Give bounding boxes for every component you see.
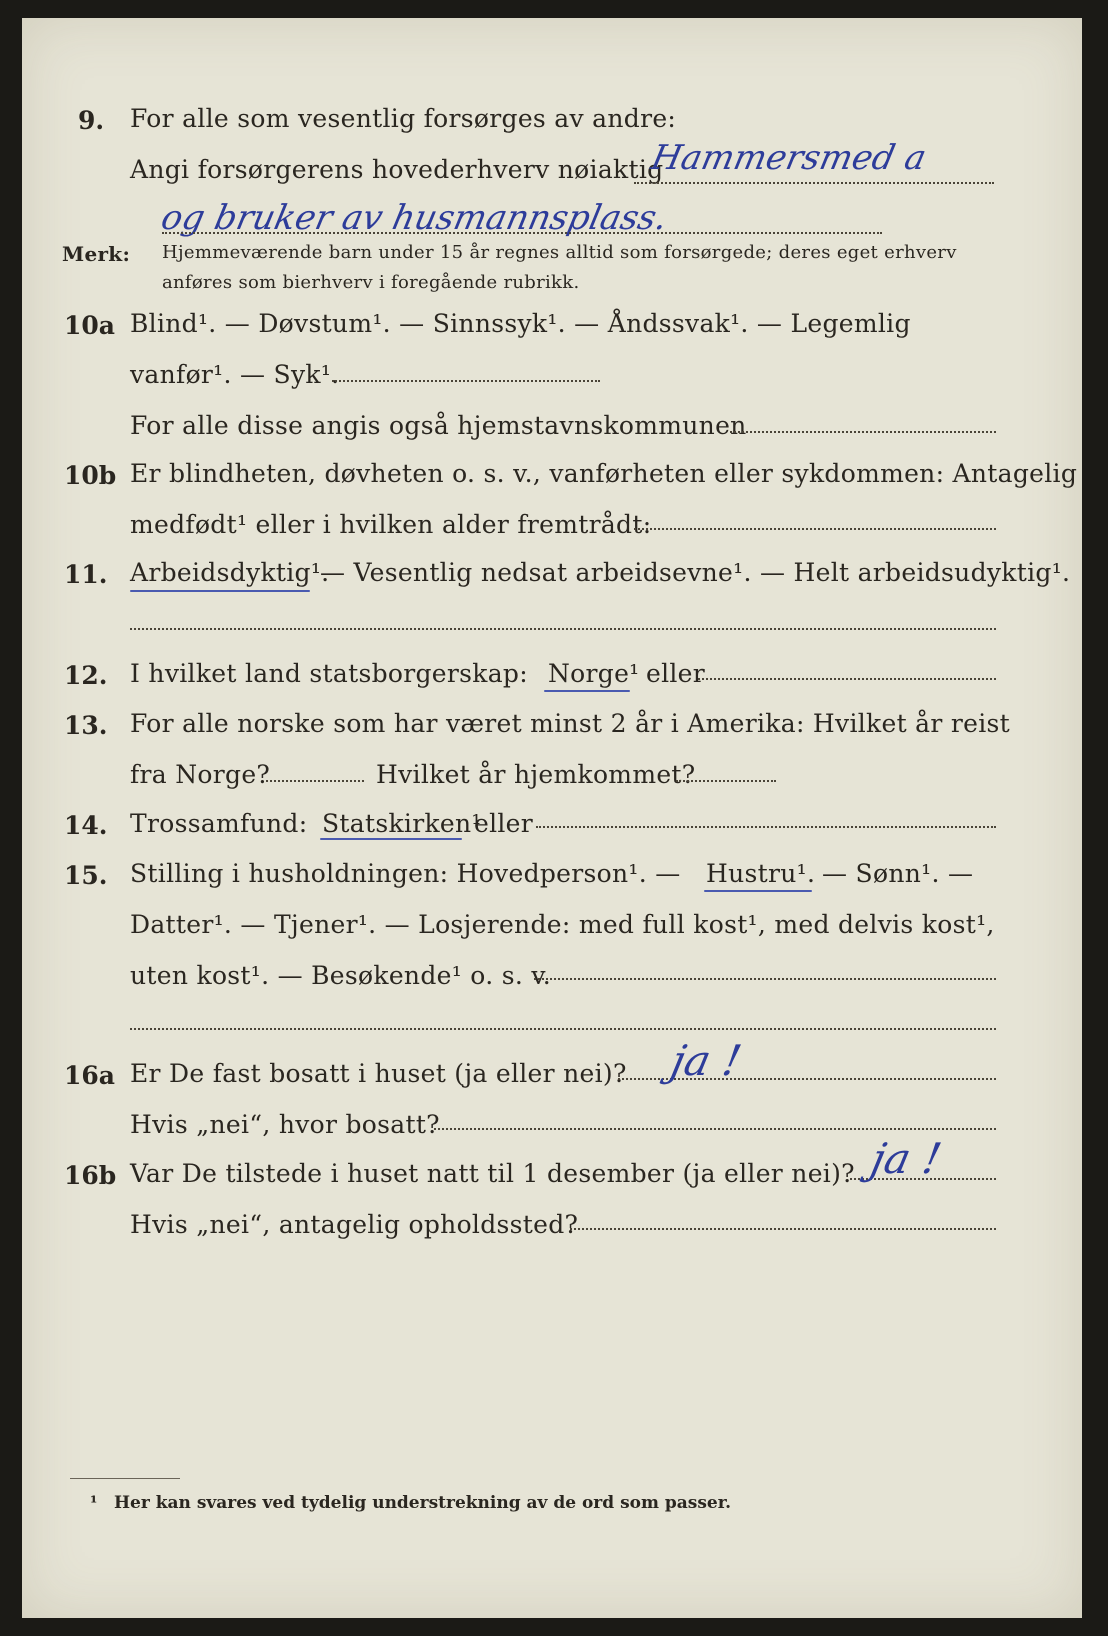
q14-number: 14.	[64, 811, 108, 840]
q11-underline	[130, 590, 310, 592]
q10a-line1: Blind¹. — Døvstum¹. — Sinnssyk¹. — Åndssvak¹. — Legemlig	[130, 309, 911, 338]
q9-answer-line1	[634, 182, 994, 184]
q15-line1b: — Sønn¹. —	[822, 859, 974, 888]
q15-line2: Datter¹. — Tjener¹. — Losjerende: med full kost¹, med delvis kost¹,	[130, 910, 995, 939]
q11-number: 11.	[64, 560, 108, 589]
q10b-alder-line	[634, 528, 996, 530]
q9-answer-line2	[162, 232, 882, 234]
q15-underline	[704, 890, 812, 892]
q11-option-arbeidsdyktig: Arbeidsdyktig¹.	[130, 558, 330, 587]
q10a-hjemstavn-line	[730, 431, 996, 433]
q16a-line2: Hvis „nei“, hvor bosatt?	[130, 1110, 440, 1139]
q16b-line1: Var De tilstede i huset natt til 1 desember (ja eller nei)?	[130, 1159, 855, 1188]
q15-line1a: Stilling i husholdningen: Hovedperson¹. —	[130, 859, 681, 888]
q9-line2: Angi forsørgerens hovederhverv nøiaktig	[130, 155, 664, 184]
q13-hjemkommet-line	[676, 780, 776, 782]
q13-line2b: Hvilket år hjemkommet?	[376, 760, 696, 789]
q10a-syk-line	[332, 380, 600, 382]
q10b-line2: medfødt¹ eller i hvilken alder fremtrådt:	[130, 510, 652, 539]
merk-line1: Hjemmeværende barn under 15 år regnes alltid som forsørgede; deres eget erhverv	[162, 242, 957, 263]
q14-answer-line	[536, 826, 996, 828]
q14-suffix: eller	[474, 809, 534, 838]
q13-line2a: fra Norge?	[130, 760, 271, 789]
q10b-line1: Er blindheten, døvheten o. s. v., vanførheten eller sykdommen: Antagelig	[130, 459, 1078, 488]
q15-number: 15.	[64, 861, 108, 890]
q12-option-norge: Norge¹	[548, 659, 640, 688]
q16b-number: 16b	[64, 1161, 117, 1190]
footnote-rule	[70, 1478, 180, 1479]
q12-suffix: eller	[646, 659, 706, 688]
footnote-mark: ¹	[90, 1493, 98, 1513]
q16b-opholdssted-line	[570, 1228, 996, 1230]
q14-underline	[320, 838, 462, 840]
q13-number: 13.	[64, 711, 108, 740]
q10b-number: 10b	[64, 461, 117, 490]
q11-rest: — Vesentlig nedsat arbeidsevne¹. — Helt arbeidsudyktig¹.	[320, 558, 1071, 587]
q12-number: 12.	[64, 661, 108, 690]
q13-line1: For alle norske som har været minst 2 år i Amerika: Hvilket år reist	[130, 709, 1011, 738]
q16a-answer-handwriting: ja !	[666, 1036, 746, 1085]
census-form-page	[22, 18, 1082, 1618]
merk-line2: anføres som bierhverv i foregående rubrikk.	[162, 272, 580, 293]
q9-answer-handwriting-1: Hammersmed a	[647, 138, 930, 178]
footnote-text: Her kan svares ved tydelig understrekning av de ord som passer.	[114, 1493, 732, 1513]
q12-prefix: I hvilket land statsborgerskap:	[130, 659, 528, 688]
q10a-number: 10a	[64, 311, 115, 340]
q12-underline	[544, 690, 630, 692]
q9-line1: For alle som vesentlig forsørges av andre:	[130, 104, 677, 133]
q14-prefix: Trossamfund:	[130, 809, 308, 838]
q14-option-statskirken: Statskirken¹	[322, 809, 482, 838]
q10a-line2: vanfør¹. — Syk¹.	[130, 360, 340, 389]
q15-answer-line	[534, 978, 996, 980]
merk-label: Merk:	[62, 242, 131, 266]
q9-number: 9.	[78, 106, 105, 135]
q11-answer-line	[130, 628, 996, 630]
q16b-line2: Hvis „nei“, antagelig opholdssted?	[130, 1210, 579, 1239]
q16a-line1: Er De fast bosatt i huset (ja eller nei)?	[130, 1059, 627, 1088]
q12-answer-line	[698, 678, 996, 680]
q15-line3: uten kost¹. — Besøkende¹ o. s. v.	[130, 961, 552, 990]
q16b-answer-handwriting: ja !	[866, 1134, 946, 1183]
q10a-line3: For alle disse angis også hjemstavnskommunen	[130, 411, 747, 440]
q9-answer-handwriting-2: og bruker av husmannsplass.	[157, 198, 671, 238]
q15-option-hustru: Hustru¹.	[706, 859, 816, 888]
q15-extra-line	[130, 1028, 996, 1030]
q16a-number: 16a	[64, 1061, 115, 1090]
q13-reist-line	[266, 780, 364, 782]
q16a-bosatt-line	[434, 1128, 996, 1130]
